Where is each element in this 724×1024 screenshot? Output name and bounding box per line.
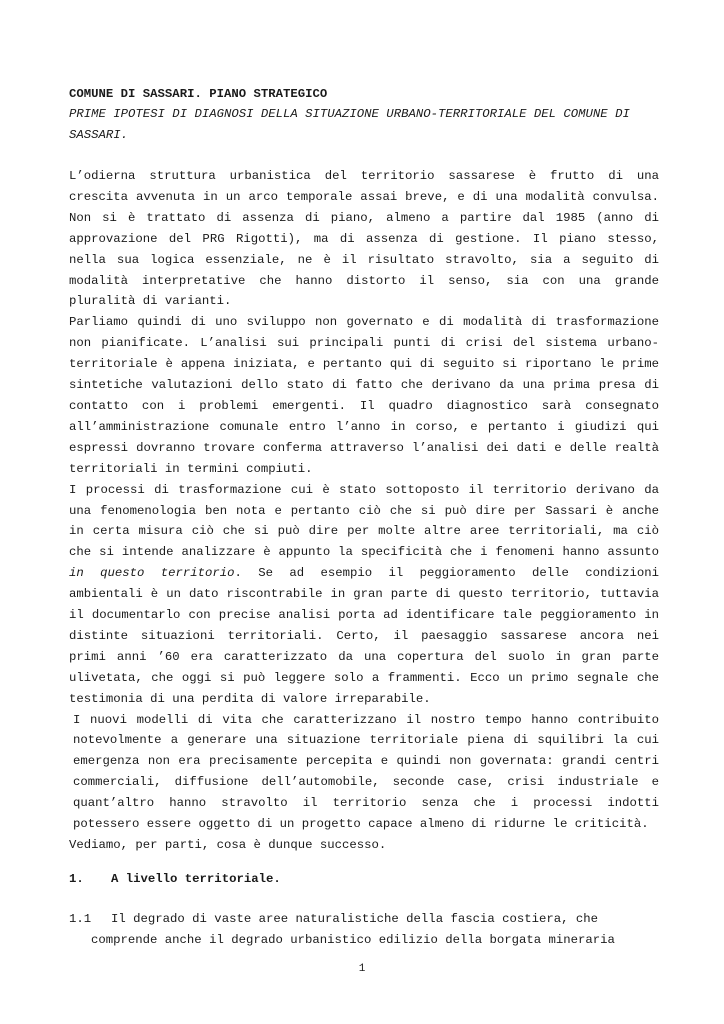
paragraph-3-text-b: . Se ad esempio il peggioramento delle condizioni ambientali è un dato riscontrabile in gran parte di questo territorio, tuttavia il documentarlo con precise analisi porta ad identificare tale peggioramento in distinte situazioni territoriali. Certo, il paesaggio sassarese ancora nei primi anni ’60 era caratterizzato da una copertura del suolo in gran parte ulivetata, che oggi si può leggere solo a frammenti. Ecco un primo segnale che testimonia di una perdita di valore irreparabile. <box>69 566 659 706</box>
paragraph-5: Vediamo, per parti, cosa è dunque successo. <box>69 838 387 852</box>
section-number: 1. <box>69 872 84 886</box>
paragraph-4: I nuovi modelli di vita che caratterizzano il nostro tempo hanno contribuito notevolmente a generare una situazione territoriale piena di squilibri la cui emergenza non era precisamente percepita e quindi non governata: grandi centri commerciali, diffusione dell’automobile, seconde case, crisi industriale e quant’altro hanno stravolto il territorio senza che i processi indotti potessero essere oggetto di un progetto capace almeno di ridurne le criticità. <box>73 712 659 832</box>
page-number: 1 <box>358 963 366 975</box>
document-body <box>69 166 659 856</box>
subsection-line-2: comprende anche il degrado urbanistico edilizio della borgata mineraria <box>91 933 615 947</box>
section-title: A livello territoriale. <box>111 872 281 886</box>
paragraph-1: L’odierna struttura urbanistica del territorio sassarese è frutto di una crescita avvenuta in un arco temporale assai breve, e di una modalità convulsa. Non si è trattato di assenza di piano, almeno a partire dal 1985 (anno di approvazione del PRG Rigotti), ma di assenza di gestione. Il piano stesso, nella sua logica essenziale, ne è il risultato stravolto, sia a seguito di modalità interpretative che hanno distorto il senso, sia con una grande pluralità di varianti. <box>69 169 659 309</box>
paragraph-3-emphasis: in questo territorio <box>69 566 235 581</box>
document-subtitle: PRIME IPOTESI DI DIAGNOSI DELLA SITUAZIONE URBANO-TERRITORIALE DEL COMUNE DI SASSARI. <box>69 107 630 142</box>
subsection-number: 1.1 <box>69 912 92 926</box>
subsection-line-1: Il degrado di vaste aree naturalistiche della fascia costiera, che <box>111 912 599 926</box>
paragraph-2: Parliamo quindi di uno sviluppo non governato e di modalità di trasformazione non pianificate. L’analisi sui principali punti di crisi del sistema urbano-territoriale è appena iniziata, e pertanto qui di seguito si riportano le prime sintetiche valutazioni dello stato di fatto che derivano da una prima presa di contatto con i problemi emergenti. Il quadro diagnostico sarà consegnato all’amministrazione comunale entro l’anno in corso, e pertanto i giudizi qui espressi dovranno trovare conferma attraverso l’analisi dei dati e delle realtà territoriali in termini compiuti. <box>69 315 659 476</box>
subsection-1-1 <box>69 909 631 951</box>
document-title: COMUNE DI SASSARI. PIANO STRATEGICO <box>69 87 328 101</box>
paragraph-3-text-a: I processi di trasformazione cui è stato sottoposto il territorio derivano da una fenomenologia ben nota e pertanto ciò che si può dire per Sassari è anche in certa misura ciò che si può dire per molte altre aree territoriali, ma ciò che si intende analizzare è appunto la specificità che i fenomeni hanno assunto <box>69 482 659 560</box>
paragraph-3 <box>69 480 659 710</box>
section-heading <box>69 869 281 889</box>
